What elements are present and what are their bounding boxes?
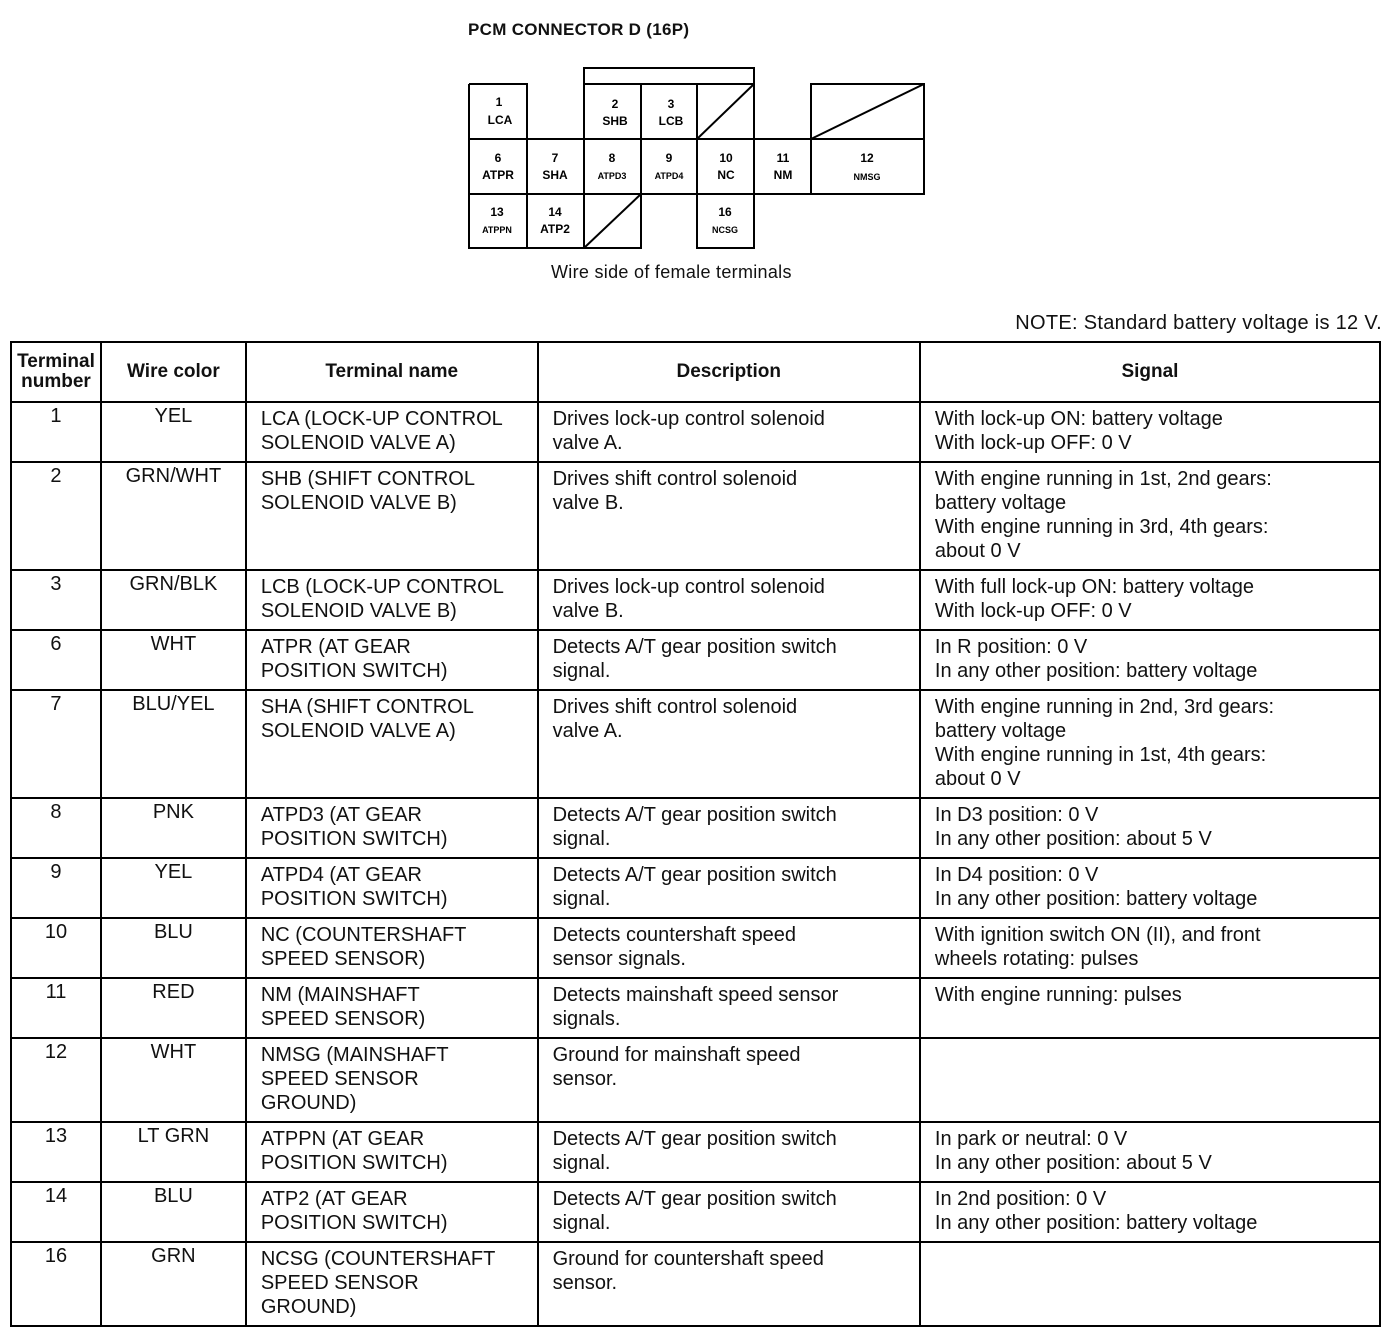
terminal-number-cell: 3 <box>11 570 101 630</box>
description-cell <box>538 1182 920 1242</box>
cell-line: With lock-up OFF: 0 V <box>934 432 1132 454</box>
cell-name: NC <box>717 168 735 182</box>
cell-name: NM <box>773 168 793 182</box>
cell-line: With ignition switch ON (II), and front <box>934 924 1261 946</box>
cell-line: Detects A/T gear position switch <box>552 804 837 826</box>
wire-color-cell: YEL <box>101 402 246 462</box>
description-cell <box>538 1242 920 1326</box>
cell-line: Ground for countershaft speed <box>552 1248 824 1270</box>
cell-line: NM (MAINSHAFT <box>260 984 420 1006</box>
cell-line: NCSG (COUNTERSHAFT <box>260 1248 496 1270</box>
cell-line: valve B. <box>552 600 624 622</box>
cell-line: With engine running in 3rd, 4th gears: <box>934 516 1269 538</box>
cell-line: In R position: 0 V <box>934 636 1088 658</box>
description-cell <box>538 570 920 630</box>
cell-line: With full lock-up ON: battery voltage <box>934 576 1254 598</box>
cell-name: SHA <box>542 168 568 182</box>
table-body <box>11 402 1380 1326</box>
cell-line: In any other position: about 5 V <box>934 1152 1212 1174</box>
signal-cell <box>920 918 1380 978</box>
cell-line: GROUND) <box>260 1296 357 1318</box>
cell-line: sensor signals. <box>552 948 686 970</box>
table-row <box>11 918 1380 978</box>
cell-line: ATPD3 (AT GEAR <box>260 804 422 826</box>
cell-num: 10 <box>719 151 733 165</box>
cell-line: NMSG (MAINSHAFT <box>260 1044 449 1066</box>
blank-cavity-15 <box>584 194 641 248</box>
terminal-name-cell <box>246 462 538 570</box>
cell-line: Detects A/T gear position switch <box>552 864 837 886</box>
cell-line: battery voltage <box>934 720 1067 742</box>
cell-name: ATPD3 <box>597 171 627 181</box>
cell-line: SPEED SENSOR) <box>260 1008 426 1030</box>
cell-line: Drives lock-up control solenoid <box>552 576 825 598</box>
table-row <box>11 402 1380 462</box>
terminal-name-cell <box>246 402 538 462</box>
cell-line: SOLENOID VALVE B) <box>260 600 457 622</box>
cell-line: Drives shift control solenoid <box>552 696 798 718</box>
cell-num: 12 <box>860 151 874 165</box>
wire-color-cell: YEL <box>101 858 246 918</box>
header-signal: Signal <box>920 342 1380 402</box>
cell-line: sensor. <box>552 1272 618 1294</box>
wire-color-cell: GRN <box>101 1242 246 1326</box>
description-cell <box>538 918 920 978</box>
cell-num: 11 <box>776 151 790 165</box>
terminal-number-cell: 14 <box>11 1182 101 1242</box>
cell-line: SHB (SHIFT CONTROL <box>260 468 475 490</box>
cell-num: 9 <box>665 151 673 165</box>
cell-num: 16 <box>718 205 732 219</box>
terminal-name-cell <box>246 1038 538 1122</box>
signal-cell <box>920 690 1380 798</box>
cell-line: signal. <box>552 888 611 910</box>
cell-line: Detects mainshaft speed sensor <box>552 984 839 1006</box>
header-text: Terminal <box>17 351 95 372</box>
cell-line: LCB (LOCK-UP CONTROL <box>260 576 504 598</box>
cell-line: POSITION SWITCH) <box>260 1212 448 1234</box>
cell-line: In any other position: battery voltage <box>934 888 1258 910</box>
table-row <box>11 1242 1380 1326</box>
cell-line: SOLENOID VALVE B) <box>260 492 457 514</box>
terminal-number-cell: 6 <box>11 630 101 690</box>
cell-line: In 2nd position: 0 V <box>934 1188 1107 1210</box>
wire-color-cell: PNK <box>101 798 246 858</box>
terminal-name-cell <box>246 858 538 918</box>
cell-line: ATPPN (AT GEAR <box>260 1128 425 1150</box>
cell-line: GROUND) <box>260 1092 357 1114</box>
cell-line: signal. <box>552 660 611 682</box>
cell-name: LCB <box>658 114 684 128</box>
cell-line: In any other position: battery voltage <box>934 1212 1258 1234</box>
cell-line: In any other position: battery voltage <box>934 660 1258 682</box>
cell-num: 7 <box>551 151 559 165</box>
signal-cell <box>920 402 1380 462</box>
cell-line: ATPR (AT GEAR <box>260 636 411 658</box>
cell-num: 14 <box>548 205 562 219</box>
table-row <box>11 630 1380 690</box>
terminal-number-cell: 1 <box>11 402 101 462</box>
terminal-number-cell: 13 <box>11 1122 101 1182</box>
cell-line: SPEED SENSOR <box>260 1272 419 1294</box>
cell-name: LCA <box>487 113 513 127</box>
terminal-number-cell: 2 <box>11 462 101 570</box>
signal-cell <box>920 570 1380 630</box>
terminal-number-cell: 12 <box>11 1038 101 1122</box>
voltage-note: NOTE: Standard battery voltage is 12 V. <box>1015 312 1382 334</box>
cell-line: In any other position: about 5 V <box>934 828 1212 850</box>
cell-num: 6 <box>494 151 502 165</box>
cell-line: With engine running in 2nd, 3rd gears: <box>934 696 1275 718</box>
wire-color-cell: WHT <box>101 630 246 690</box>
cell-line: With engine running: pulses <box>934 984 1182 1006</box>
terminal-table <box>10 341 1381 1327</box>
cell-line: sensor. <box>552 1068 618 1090</box>
terminal-number-cell: 7 <box>11 690 101 798</box>
wire-color-cell: LT GRN <box>101 1122 246 1182</box>
description-cell <box>538 858 920 918</box>
terminal-number-cell: 11 <box>11 978 101 1038</box>
terminal-name-cell <box>246 798 538 858</box>
header-terminal-number <box>11 342 101 402</box>
cell-line: Detects A/T gear position switch <box>552 1128 837 1150</box>
cell-line: POSITION SWITCH) <box>260 888 448 910</box>
terminal-name-cell <box>246 1242 538 1326</box>
description-cell <box>538 402 920 462</box>
connector-diagram <box>0 0 1392 300</box>
terminal-name-cell <box>246 918 538 978</box>
table-header-row <box>11 342 1380 402</box>
header-text: number <box>21 371 91 392</box>
cell-line: POSITION SWITCH) <box>260 660 448 682</box>
cell-line: valve B. <box>552 492 624 514</box>
table-row <box>11 1182 1380 1242</box>
cell-line: With engine running in 1st, 2nd gears: <box>934 468 1272 490</box>
connector-caption: Wire side of female terminals <box>551 262 792 282</box>
cell-line: NC (COUNTERSHAFT <box>260 924 467 946</box>
description-cell <box>538 690 920 798</box>
cell-line: In park or neutral: 0 V <box>934 1128 1128 1150</box>
cell-line: ATP2 (AT GEAR <box>260 1188 408 1210</box>
wire-color-cell: WHT <box>101 1038 246 1122</box>
cell-name: ATPPN <box>482 225 512 235</box>
cell-line: LCA (LOCK-UP CONTROL <box>260 408 503 430</box>
cell-line: Ground for mainshaft speed <box>552 1044 801 1066</box>
cell-name: ATPR <box>482 168 514 182</box>
signal-cell <box>920 1242 1380 1326</box>
blank-cavity-4 <box>697 84 754 139</box>
cell-num: 2 <box>611 97 619 111</box>
terminal-number-cell: 8 <box>11 798 101 858</box>
cell-line: wheels rotating: pulses <box>934 948 1139 970</box>
wire-color-cell: BLU <box>101 1182 246 1242</box>
cell-line: Detects A/T gear position switch <box>552 1188 837 1210</box>
cell-line: SOLENOID VALVE A) <box>260 720 456 742</box>
terminal-name-cell <box>246 1182 538 1242</box>
cell-line: ATPD4 (AT GEAR <box>260 864 422 886</box>
cell-line: Drives lock-up control solenoid <box>552 408 825 430</box>
signal-cell <box>920 1182 1380 1242</box>
description-cell <box>538 462 920 570</box>
cell-line: POSITION SWITCH) <box>260 828 448 850</box>
page-title: PCM CONNECTOR D (16P) <box>468 20 690 39</box>
cell-line: Detects A/T gear position switch <box>552 636 837 658</box>
cell-line: signal. <box>552 1212 611 1234</box>
cell-num: 13 <box>490 205 504 219</box>
cell-num: 3 <box>667 97 675 111</box>
cell-line: In D4 position: 0 V <box>934 864 1099 886</box>
wire-color-cell: RED <box>101 978 246 1038</box>
cell-line: SPEED SENSOR) <box>260 948 426 970</box>
signal-cell <box>920 462 1380 570</box>
cell-line: SPEED SENSOR <box>260 1068 419 1090</box>
cell-name: ATPD4 <box>654 171 684 181</box>
cell-line: battery voltage <box>934 492 1067 514</box>
cell-name: NMSG <box>853 172 881 182</box>
table-row <box>11 978 1380 1038</box>
cell-name: SHB <box>602 114 628 128</box>
signal-cell <box>920 1122 1380 1182</box>
terminal-number-cell: 16 <box>11 1242 101 1326</box>
cell-line: signals. <box>552 1008 621 1030</box>
wire-color-cell: GRN/BLK <box>101 570 246 630</box>
cell-line: signal. <box>552 1152 611 1174</box>
cell-line: SHA (SHIFT CONTROL <box>260 696 474 718</box>
cell-line: valve A. <box>552 720 623 742</box>
cell-line: signal. <box>552 828 611 850</box>
description-cell <box>538 630 920 690</box>
table-row <box>11 690 1380 798</box>
terminal-name-cell <box>246 570 538 630</box>
header-terminal-name: Terminal name <box>246 342 538 402</box>
description-cell <box>538 1038 920 1122</box>
header-wire-color: Wire color <box>101 342 246 402</box>
terminal-number-cell: 9 <box>11 858 101 918</box>
cell-line: Detects countershaft speed <box>552 924 797 946</box>
signal-cell <box>920 798 1380 858</box>
table-row <box>11 1038 1380 1122</box>
wire-color-cell: GRN/WHT <box>101 462 246 570</box>
wire-color-cell: BLU <box>101 918 246 978</box>
cell-name: NCSG <box>711 225 739 235</box>
wire-color-cell: BLU/YEL <box>101 690 246 798</box>
signal-cell <box>920 630 1380 690</box>
cell-line: SOLENOID VALVE A) <box>260 432 456 454</box>
terminal-name-cell <box>246 630 538 690</box>
description-cell <box>538 798 920 858</box>
signal-cell <box>920 978 1380 1038</box>
cell-num: 1 <box>495 95 503 109</box>
cell-num: 8 <box>608 151 616 165</box>
table-row <box>11 858 1380 918</box>
signal-cell <box>920 1038 1380 1122</box>
table-row <box>11 462 1380 570</box>
description-cell <box>538 1122 920 1182</box>
blank-cavity-5 <box>811 84 924 139</box>
header-description: Description <box>538 342 920 402</box>
cell-line: With lock-up ON: battery voltage <box>934 408 1223 430</box>
cell-line: With lock-up OFF: 0 V <box>934 600 1132 622</box>
cell-line: Drives shift control solenoid <box>552 468 798 490</box>
table-row <box>11 570 1380 630</box>
cell-line: With engine running in 1st, 4th gears: <box>934 744 1267 766</box>
terminal-name-cell <box>246 978 538 1038</box>
terminal-name-cell <box>246 690 538 798</box>
table-row <box>11 798 1380 858</box>
cell-line: about 0 V <box>934 540 1021 562</box>
cell-line: In D3 position: 0 V <box>934 804 1099 826</box>
terminal-number-cell: 10 <box>11 918 101 978</box>
signal-cell <box>920 858 1380 918</box>
cell-name: ATP2 <box>540 222 570 236</box>
cell-line: about 0 V <box>934 768 1021 790</box>
table-row <box>11 1122 1380 1182</box>
terminal-name-cell <box>246 1122 538 1182</box>
cell-line: valve A. <box>552 432 623 454</box>
description-cell <box>538 978 920 1038</box>
cell-line: POSITION SWITCH) <box>260 1152 448 1174</box>
